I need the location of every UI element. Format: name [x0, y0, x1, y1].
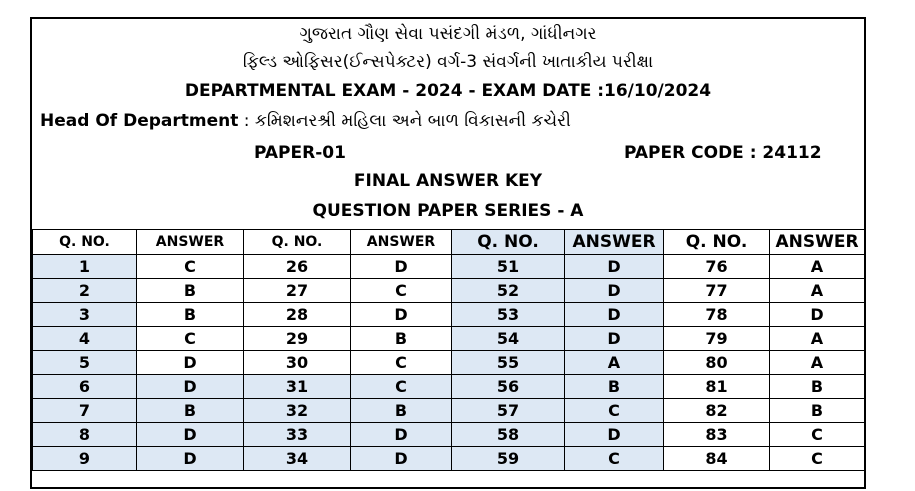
- question-number-cell: 59: [452, 447, 565, 471]
- answer-cell: C: [770, 447, 865, 471]
- header-qno: Q. NO.: [452, 230, 565, 255]
- question-number-cell: 82: [664, 399, 770, 423]
- table-row: [33, 279, 865, 303]
- answer-cell: C: [351, 351, 452, 375]
- answer-cell: B: [351, 327, 452, 351]
- answer-cell: D: [565, 423, 664, 447]
- question-number-cell: 3: [33, 303, 137, 327]
- exam-subtitle: ફિલ્ડ ઓફિસર(ઈન્સપેક્ટર) વર્ગ-3 સંવર્ગની ખાતાકીય પરીક્ષા: [242, 52, 654, 72]
- header-qno: Q. NO.: [33, 230, 137, 255]
- answer-cell: A: [770, 255, 865, 279]
- answer-cell: D: [137, 375, 244, 399]
- question-number-cell: 55: [452, 351, 565, 375]
- question-number-cell: 56: [452, 375, 565, 399]
- question-number-cell: 6: [33, 375, 137, 399]
- question-number-cell: 51: [452, 255, 565, 279]
- answer-cell: B: [137, 279, 244, 303]
- answer-cell: D: [565, 279, 664, 303]
- table-row: [33, 423, 865, 447]
- paper-code: PAPER CODE : 24112: [624, 143, 822, 163]
- answer-cell: B: [137, 303, 244, 327]
- question-number-cell: 28: [244, 303, 351, 327]
- answer-cell: D: [351, 423, 452, 447]
- answer-cell: D: [565, 303, 664, 327]
- question-number-cell: 26: [244, 255, 351, 279]
- answer-cell: B: [565, 375, 664, 399]
- header-answer: ANSWER: [565, 230, 664, 255]
- answer-cell: C: [770, 423, 865, 447]
- answer-table: [32, 229, 865, 471]
- hod-value: : કમિશનરશ્રી મહિલા અને બાળ વિકાસની કચેરી: [238, 111, 571, 131]
- answer-cell: D: [565, 255, 664, 279]
- table-row: [33, 375, 865, 399]
- question-number-cell: 30: [244, 351, 351, 375]
- question-number-cell: 81: [664, 375, 770, 399]
- answer-cell: D: [351, 255, 452, 279]
- paper-number: PAPER-01: [254, 143, 346, 163]
- header-answer: ANSWER: [137, 230, 244, 255]
- final-answer-key-title: FINAL ANSWER KEY: [353, 171, 543, 191]
- answer-cell: D: [137, 351, 244, 375]
- question-number-cell: 33: [244, 423, 351, 447]
- question-number-cell: 8: [33, 423, 137, 447]
- answer-cell: A: [565, 351, 664, 375]
- answer-cell: C: [565, 399, 664, 423]
- question-number-cell: 80: [664, 351, 770, 375]
- exam-date-line: DEPARTMENTAL EXAM - 2024 - EXAM DATE :16/10/2024: [184, 81, 712, 101]
- head-of-department: [40, 111, 571, 131]
- answer-cell: A: [770, 279, 865, 303]
- table-row: [33, 447, 865, 471]
- answer-cell: B: [351, 399, 452, 423]
- question-number-cell: 7: [33, 399, 137, 423]
- answer-key-sheet: [30, 17, 866, 489]
- question-number-cell: 2: [33, 279, 137, 303]
- header-qno: Q. NO.: [664, 230, 770, 255]
- question-number-cell: 4: [33, 327, 137, 351]
- table-row: [33, 255, 865, 279]
- table-header-row: [33, 230, 865, 255]
- header-answer: ANSWER: [770, 230, 865, 255]
- question-paper-series: QUESTION PAPER SERIES - A: [312, 201, 584, 221]
- question-number-cell: 9: [33, 447, 137, 471]
- question-number-cell: 78: [664, 303, 770, 327]
- question-number-cell: 77: [664, 279, 770, 303]
- answer-cell: C: [565, 447, 664, 471]
- question-number-cell: 54: [452, 327, 565, 351]
- answer-cell: C: [137, 327, 244, 351]
- question-number-cell: 76: [664, 255, 770, 279]
- answer-cell: D: [137, 447, 244, 471]
- answer-cell: D: [351, 447, 452, 471]
- question-number-cell: 53: [452, 303, 565, 327]
- question-number-cell: 1: [33, 255, 137, 279]
- answer-cell: C: [137, 255, 244, 279]
- question-number-cell: 57: [452, 399, 565, 423]
- question-number-cell: 58: [452, 423, 565, 447]
- answer-cell: D: [351, 303, 452, 327]
- question-number-cell: 79: [664, 327, 770, 351]
- answer-cell: A: [770, 327, 865, 351]
- answer-cell: C: [351, 375, 452, 399]
- table-row: [33, 399, 865, 423]
- header-answer: ANSWER: [351, 230, 452, 255]
- answer-cell: D: [770, 303, 865, 327]
- answer-cell: B: [770, 375, 865, 399]
- table-row: [33, 351, 865, 375]
- answer-cell: B: [770, 399, 865, 423]
- question-number-cell: 29: [244, 327, 351, 351]
- question-number-cell: 84: [664, 447, 770, 471]
- question-number-cell: 52: [452, 279, 565, 303]
- question-number-cell: 34: [244, 447, 351, 471]
- question-number-cell: 32: [244, 399, 351, 423]
- hod-label: Head Of Department: [40, 111, 239, 131]
- question-number-cell: 83: [664, 423, 770, 447]
- table-row: [33, 303, 865, 327]
- question-number-cell: 27: [244, 279, 351, 303]
- answer-cell: D: [137, 423, 244, 447]
- answer-cell: B: [137, 399, 244, 423]
- question-number-cell: 5: [33, 351, 137, 375]
- organization-title: ગુજરાત ગૌણ સેવા પસંદગી મંડળ, ગાંધીનગર: [299, 24, 597, 44]
- header-qno: Q. NO.: [244, 230, 351, 255]
- question-number-cell: 31: [244, 375, 351, 399]
- table-row: [33, 327, 865, 351]
- answer-cell: A: [770, 351, 865, 375]
- answer-cell: C: [351, 279, 452, 303]
- answer-cell: D: [565, 327, 664, 351]
